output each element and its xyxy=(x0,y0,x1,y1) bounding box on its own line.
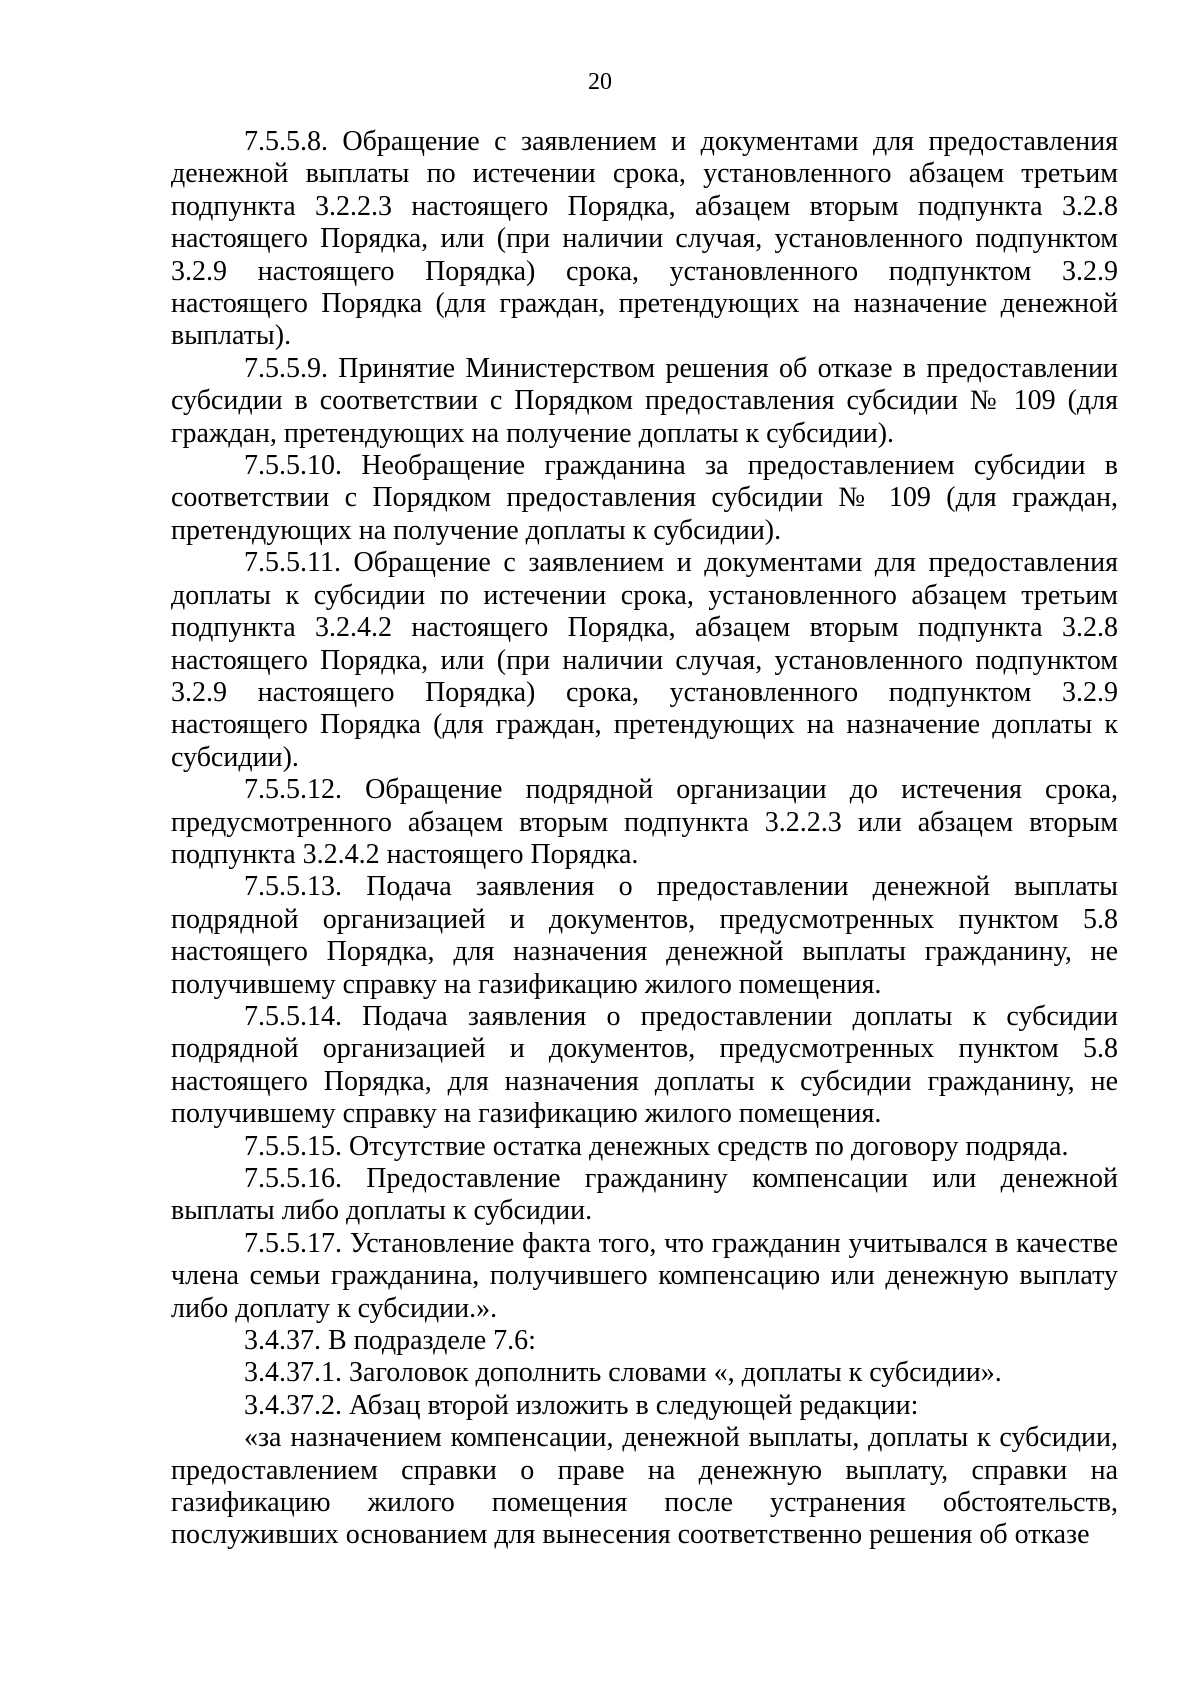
paragraph-7-5-5-13: 7.5.5.13. Подача заявления о предоставлении денежной выплаты подрядной организацией и документов, предусмотренных пунктом 5.8 настоящего Порядка, для назначения денежной выплаты гражданину, не получившему справку на газификацию жилого помещения. xyxy=(171,871,1118,1000)
paragraph-3-4-37-2: 3.4.37.2. Абзац второй изложить в следующей редакции: xyxy=(244,1389,919,1421)
paragraph-7-5-5-15: 7.5.5.15. Отсутствие остатка денежных средств по договору подряда. xyxy=(244,1130,1069,1162)
paragraph-7-5-5-11: 7.5.5.11. Обращение с заявлением и документами для предоставления доплаты к субсидии по истечении срока, установленного абзацем третьим подпункта 3.2.4.2 настоящего Порядка, абзацем вторым подпункта 3.2.8 настоящего Порядка, или (при наличии случая, установленного подпунктом 3.2.9 настоящего Порядка) срока, установленного подпунктом 3.2.9 настоящего Порядка (для граждан, претендующих на назначение доплаты к субсидии). xyxy=(171,547,1118,773)
paragraph-3-4-37-1: 3.4.37.1. Заголовок дополнить словами «, доплаты к субсидии». xyxy=(244,1357,1002,1389)
paragraph-7-5-5-8: 7.5.5.8. Обращение с заявлением и документами для предоставления денежной выплаты по истечении срока, установленного абзацем третьим подпункта 3.2.2.3 настоящего Порядка, абзацем вторым подпункта 3.2.8 настоящего Порядка, или (при наличии случая, установленного подпунктом 3.2.9 настоящего Порядка) срока, установленного подпунктом 3.2.9 настоящего Порядка (для граждан, претендующих на назначение денежной выплаты). xyxy=(171,126,1118,352)
paragraph-7-5-5-17: 7.5.5.17. Установление факта того, что гражданин учитывался в качестве члена семьи гражданина, получившего компенсацию или денежную выплату либо доплату к субсидии.». xyxy=(171,1227,1118,1324)
paragraph-7-5-5-9: 7.5.5.9. Принятие Министерством решения об отказе в предоставлении субсидии в соответствии с Порядком предоставления субсидии № 109 (для граждан, претендующих на получение доплаты к субсидии). xyxy=(171,352,1118,449)
page-number: 20 xyxy=(588,69,612,95)
paragraph-7-5-5-10: 7.5.5.10. Необращение гражданина за предоставлением субсидии в соответствии с Порядком предоставления субсидии № 109 (для граждан, претендующих на получение доплаты к субсидии). xyxy=(171,450,1118,546)
paragraph-quoted-text: «за назначением компенсации, денежной выплаты, доплаты к субсидии, предоставлением справки о праве на денежную выплату, справки на газификацию жилого помещения после устранения обстоятельств, послуживших основанием для вынесения соответственно решения об отказе xyxy=(171,1422,1118,1551)
document-body xyxy=(171,126,1118,1552)
paragraph-3-4-37: 3.4.37. В подразделе 7.6: xyxy=(244,1325,536,1357)
paragraph-7-5-5-16: 7.5.5.16. Предоставление гражданину компенсации или денежной выплаты либо доплаты к субсидии. xyxy=(171,1163,1118,1227)
paragraph-7-5-5-14: 7.5.5.14. Подача заявления о предоставлении доплаты к субсидии подрядной организацией и документов, предусмотренных пунктом 5.8 настоящего Порядка, для назначения доплаты к субсидии гражданину, не получившему справку на газификацию жилого помещения. xyxy=(171,1000,1118,1130)
paragraph-7-5-5-12: 7.5.5.12. Обращение подрядной организации до истечения срока, предусмотренного абзацем вторым подпункта 3.2.2.3 или абзацем вторым подпункта 3.2.4.2 настоящего Порядка. xyxy=(171,774,1118,870)
